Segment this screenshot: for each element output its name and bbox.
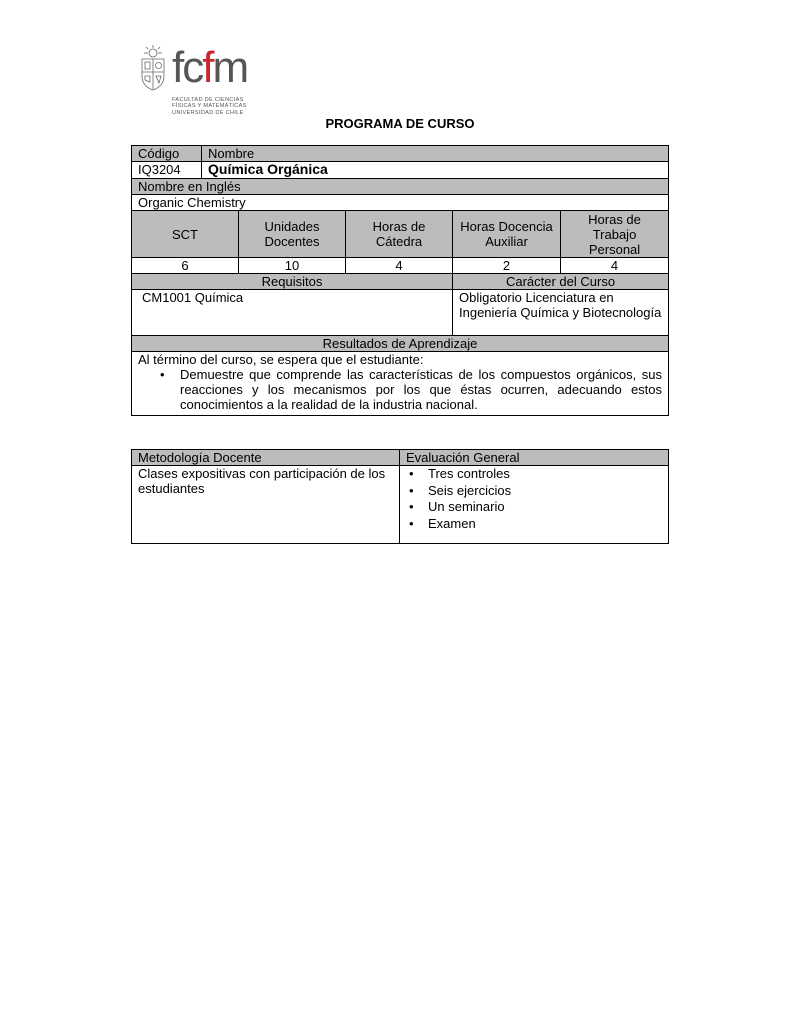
resultados-label: Resultados de Aprendizaje	[132, 336, 669, 352]
course-code: IQ3204	[132, 162, 202, 179]
university-shield-icon	[138, 44, 168, 92]
resultados-item: • Demuestre que comprende las características de los compuestos orgánicos, sus reacciones y los mecanismos por los que éstas ocurren, adecuando estos conocimientos a la realidad de la industria nacional.	[138, 367, 662, 412]
english-name: Organic Chemistry	[132, 195, 669, 211]
caracter-value: Obligatorio Licenciatura en Ingeniería Química y Biotecnología	[453, 290, 669, 336]
fcfm-logo	[135, 42, 255, 120]
evaluacion-item: • Tres controles	[406, 466, 662, 483]
resultados-content	[132, 352, 669, 416]
logo-wordmark: fcfm	[172, 43, 248, 92]
horas-auxiliar-value: 2	[453, 258, 561, 274]
evaluacion-label: Evaluación General	[400, 450, 669, 466]
horas-personal-value: 4	[561, 258, 669, 274]
document-title: PROGRAMA DE CURSO	[325, 116, 475, 131]
requisitos-value: CM1001 Química	[132, 290, 453, 336]
english-name-label: Nombre en Inglés	[132, 179, 669, 195]
resultados-list	[138, 367, 662, 412]
course-info-table	[131, 145, 669, 416]
evaluacion-list	[406, 466, 662, 532]
logo-subtitle: FACULTAD DE CIENCIAS FÍSICAS Y MATEMÁTICAS UNIVERSIDAD DE CHILE	[172, 97, 247, 116]
horas-catedra-header: Horas de Cátedra	[346, 211, 453, 258]
requisitos-label: Requisitos	[132, 274, 453, 290]
sct-value: 6	[132, 258, 239, 274]
horas-personal-header: Horas de Trabajo Personal	[561, 211, 669, 258]
horas-catedra-value: 4	[346, 258, 453, 274]
caracter-label: Carácter del Curso	[453, 274, 669, 290]
metodologia-value: Clases expositivas con participación de los estudiantes	[132, 466, 400, 544]
methodology-table	[131, 449, 669, 544]
evaluacion-content	[400, 466, 669, 544]
evaluacion-item: • Seis ejercicios	[406, 483, 662, 500]
name-label: Nombre	[202, 146, 669, 162]
unidades-docentes-header: Unidades Docentes	[239, 211, 346, 258]
evaluacion-item: • Examen	[406, 516, 662, 533]
resultados-intro: Al término del curso, se espera que el estudiante:	[138, 352, 424, 367]
evaluacion-item: • Un seminario	[406, 499, 662, 516]
horas-auxiliar-header: Horas Docencia Auxiliar	[453, 211, 561, 258]
unidades-docentes-value: 10	[239, 258, 346, 274]
course-name: Química Orgánica	[202, 162, 669, 179]
code-label: Código	[132, 146, 202, 162]
sct-header: SCT	[132, 211, 239, 258]
metodologia-label: Metodología Docente	[132, 450, 400, 466]
